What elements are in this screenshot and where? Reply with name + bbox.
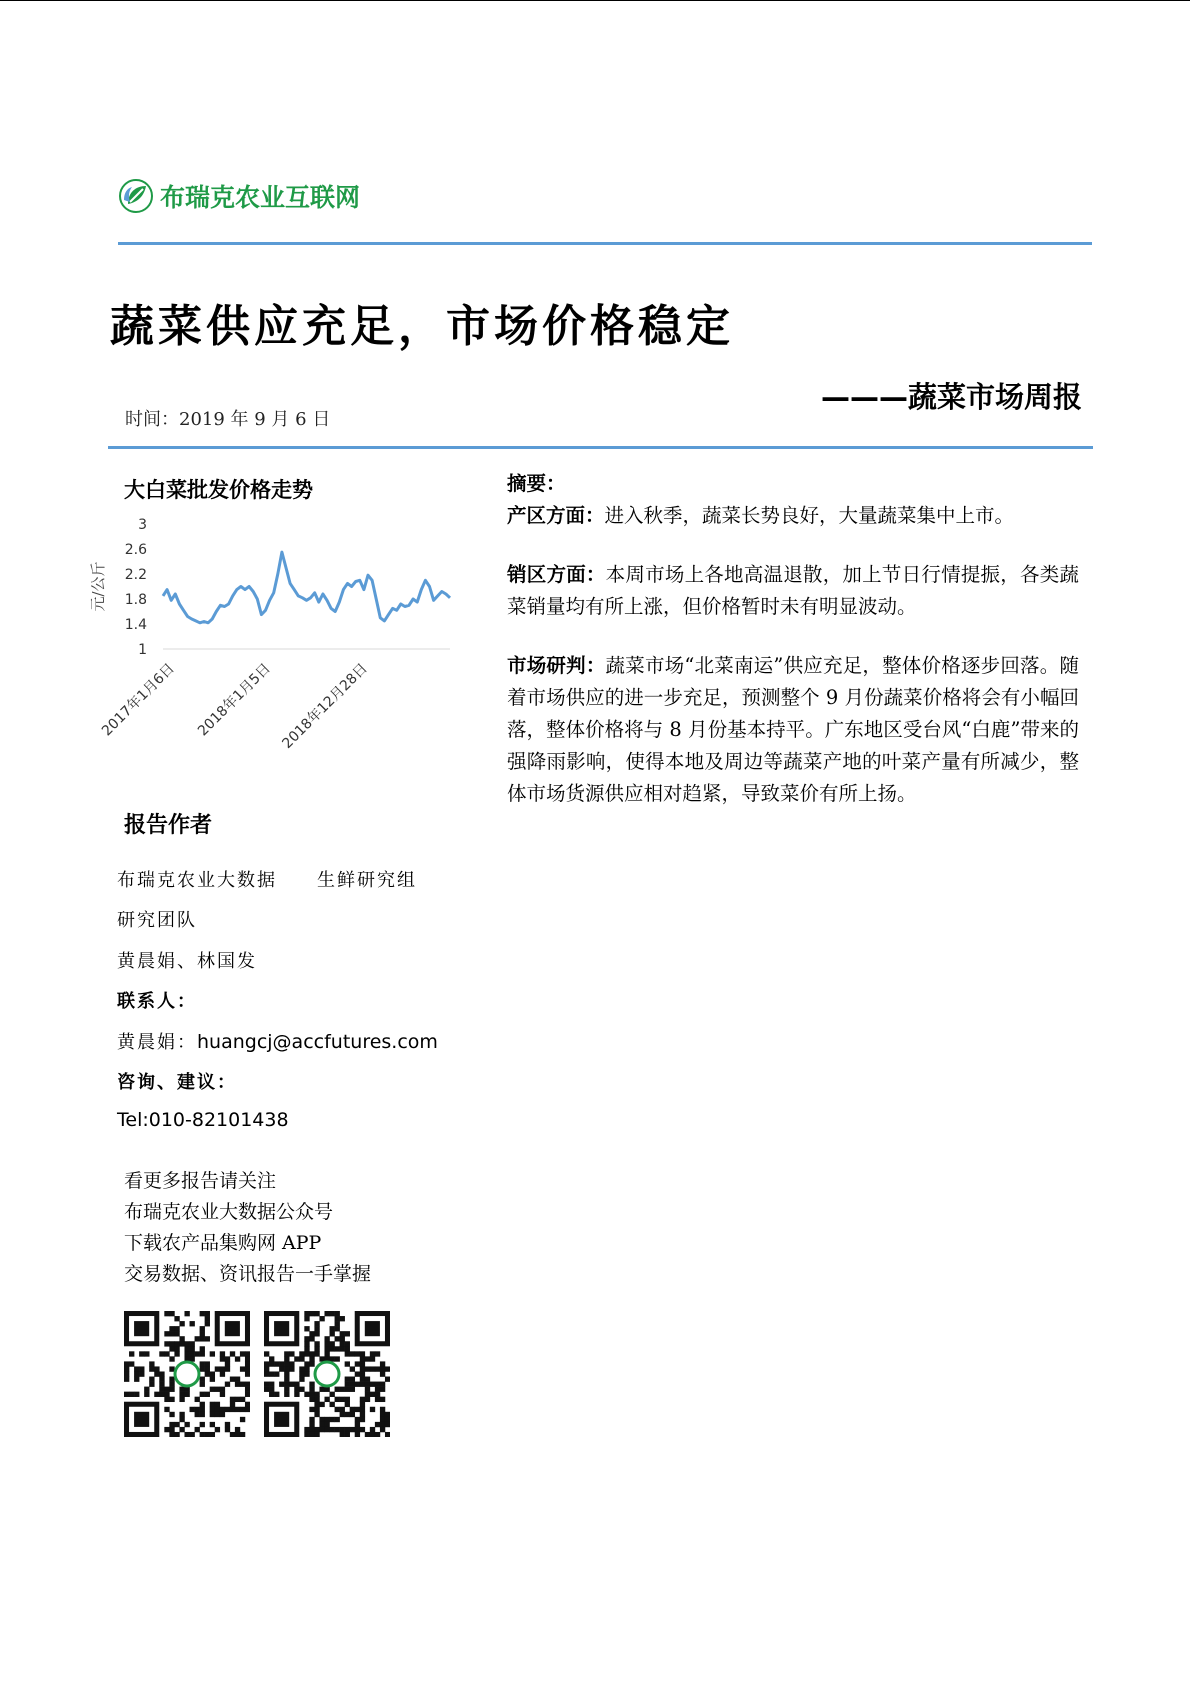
author-names: 黄晨娟、林国发 xyxy=(117,951,257,972)
page-subtitle: ———蔬菜市场周报 xyxy=(820,380,1082,414)
chart-title: 大白菜批发价格走势 xyxy=(124,478,313,502)
authors-heading: 报告作者 xyxy=(124,813,213,838)
contact-name: 黄晨娟： xyxy=(117,1032,197,1053)
report-date: 时间：2019 年 9 月 6 日 xyxy=(125,409,331,430)
qr-center-logo-icon xyxy=(175,1362,199,1386)
qr-finder xyxy=(365,1321,380,1336)
summary-text: 进入秋季，蔬菜长势良好，大量蔬菜集中上市。 xyxy=(604,504,1015,527)
section-rule xyxy=(108,446,1093,449)
y-tick-label: 1.8 xyxy=(124,592,147,608)
qr-finder xyxy=(274,1321,289,1336)
page-title: 蔬菜供应充足，市场价格稳定 xyxy=(110,301,734,352)
qr-code-icon[interactable] xyxy=(264,1311,390,1437)
x-tick-label: 2017年1月6日 xyxy=(99,660,178,740)
contact-line xyxy=(117,1028,438,1054)
summary-item xyxy=(507,500,1079,532)
y-tick-label: 3 xyxy=(138,517,147,533)
summary-item xyxy=(507,650,1079,810)
advice-label: 咨询、建议： xyxy=(117,1072,237,1093)
brand-name: 布瑞克农业互联网 xyxy=(160,183,361,212)
qr-finder xyxy=(274,1412,289,1427)
y-axis-label: 元/公斤 xyxy=(89,561,107,612)
summary-label: 产区方面： xyxy=(507,504,605,527)
contact-email[interactable]: huangcj@accfutures.com xyxy=(197,1031,438,1053)
y-tick-label: 2.2 xyxy=(124,567,147,583)
qr-center-logo-icon xyxy=(315,1362,339,1386)
summary-heading: 摘要： xyxy=(507,472,566,495)
contact-tel: Tel:010-82101438 xyxy=(117,1109,289,1131)
follow-line: 布瑞克农业大数据公众号 xyxy=(124,1201,334,1223)
summary-text: 蔬菜市场“北菜南运”供应充足，整体价格逐步回落。随着市场供应的进一步充足，预测整个 9 月份蔬菜价格将会有小幅回落，整体价格将与 8 月份基本持平。广东地区受台风“白鹿”带来的强降雨影响，使得本地及周边等蔬菜产地的叶菜产量有所减少，整体市场货源供应相对趋紧，导致菜价有所上扬。 xyxy=(507,654,1079,805)
summary-label: 销区方面： xyxy=(507,563,606,586)
summary-label: 市场研判： xyxy=(507,654,606,677)
series-line xyxy=(163,552,450,623)
contact-label: 联系人： xyxy=(117,991,197,1012)
y-tick-label: 1.4 xyxy=(124,617,147,633)
author-team: 研究团队 xyxy=(117,910,197,931)
qr-finder xyxy=(225,1321,240,1336)
brand-logo xyxy=(118,178,360,214)
page-top-border xyxy=(0,0,1190,1)
y-tick-label: 2.6 xyxy=(124,542,147,558)
follow-line: 下载农产品集购网 APP xyxy=(124,1232,322,1254)
qr-finder xyxy=(134,1412,149,1427)
author-org: 布瑞克农业大数据 生鲜研究组 xyxy=(117,870,417,891)
y-tick-label: 1 xyxy=(138,642,147,658)
summary-text: 本周市场上各地高温退散，加上节日行情提振，各类蔬菜销量均有所上涨，但价格暂时未有明显波动。 xyxy=(507,563,1079,618)
qr-code-icon[interactable] xyxy=(124,1311,250,1437)
header-rule xyxy=(118,242,1092,245)
price-trend-chart xyxy=(85,505,465,760)
summary-item xyxy=(507,559,1079,623)
x-tick-label: 2018年12月28日 xyxy=(279,660,371,752)
leaf-logo-icon xyxy=(118,178,154,214)
qr-finder xyxy=(134,1321,149,1336)
follow-line: 看更多报告请关注 xyxy=(124,1170,277,1192)
follow-line: 交易数据、资讯报告一手掌握 xyxy=(124,1263,372,1285)
summary-section xyxy=(507,468,1079,837)
x-tick-label: 2018年1月5日 xyxy=(195,660,274,740)
